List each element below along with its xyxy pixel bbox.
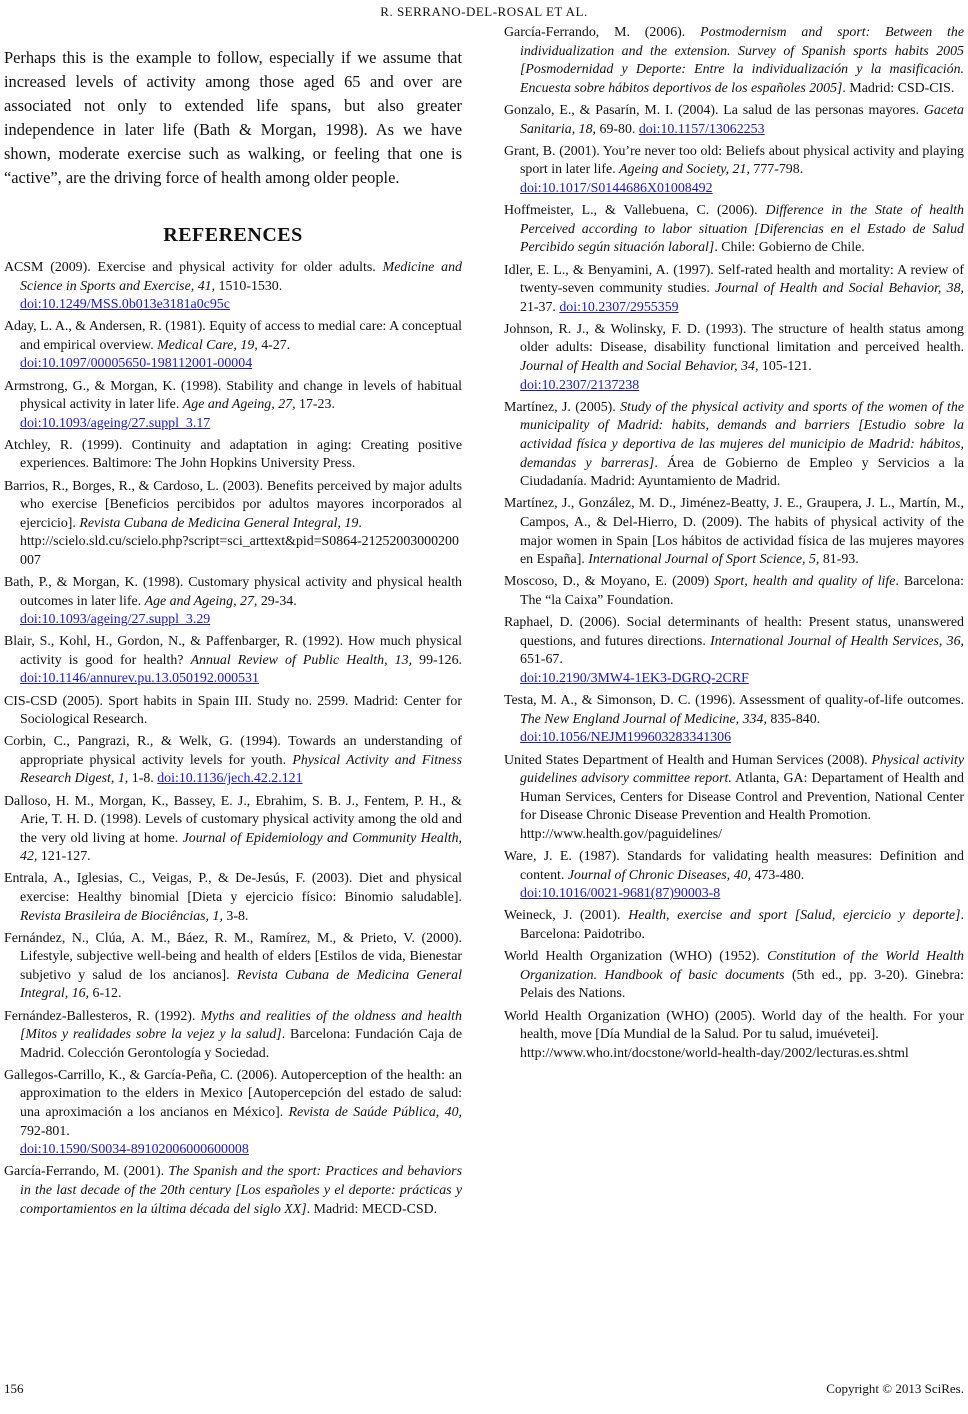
reference-text: 777-798. <box>749 162 804 178</box>
reference-text: . <box>358 515 362 531</box>
reference-entry <box>504 399 964 492</box>
reference-text: 1-8. <box>128 771 158 787</box>
reference-text: 651-67. <box>520 652 563 668</box>
reference-text: 1510-1530. <box>215 278 283 294</box>
left-reference-list <box>4 259 462 1219</box>
reference-entry <box>504 948 964 1004</box>
doi-link[interactable]: doi:10.2307/2955359 <box>559 299 679 315</box>
reference-text: . Barcelona: Paidotribo. <box>520 908 964 943</box>
reference-entry <box>504 848 964 904</box>
reference-entry <box>4 693 462 730</box>
reference-text: García-Ferrando, M. (2001). <box>4 1164 169 1180</box>
reference-text: 105-121. <box>758 359 812 375</box>
reference-entry <box>504 102 964 139</box>
doi-link[interactable]: doi:10.1016/0021-9681(87)90003-8 <box>520 886 721 902</box>
intro-paragraph: Perhaps this is the example to follow, especially if we assume that increased levels of activity among those aged 65 and over are associated not only to extended life spans, but also greater independence in later life (Bath & Morgan, 1998). As we have shown, moderate exercise such as walking, or feeling that one is “active”, are the driving force of health among older people. <box>4 48 462 187</box>
page-number: 156 <box>4 1381 24 1396</box>
reference-text: World Health Organization (WHO) (2005). World day of the health. For your health, move [Día Mundial de la Salud. Por tu salud, imuévetei]. <box>504 1008 964 1043</box>
reference-text: . Chile: Gobierno de Chile. <box>714 240 865 256</box>
reference-source-title: International Journal of Sport Science, 5, <box>588 552 820 568</box>
reference-source-title: Revista Brasileira de Biociências, 1, <box>20 908 223 924</box>
reference-text: Weineck, J. (2001). <box>504 908 629 924</box>
reference-source-title: Annual Review of Public Health, 13, <box>190 652 413 668</box>
reference-text: Martínez, J. (2005). <box>504 399 621 415</box>
reference-text: ACSM (2009). Exercise and physical activity for older adults. <box>4 260 383 275</box>
reference-text: Aday, L. A., & Andersen, R. (1981). Equity of access to medial care: A conceptual and empirical overview. <box>4 319 462 353</box>
reference-text: CIS-CSD (2005). Sport habits in Spain III. Study no. 2599. Madrid: Center for Sociological Research. <box>4 693 462 728</box>
doi-link[interactable]: doi:10.1097/00005650-198112001-00004 <box>20 356 253 372</box>
reference-entry <box>504 614 964 688</box>
doi-link[interactable]: doi:10.1249/MSS.0b013e3181a0c95c <box>20 297 230 313</box>
reference-entry <box>4 1067 462 1160</box>
reference-entry <box>4 733 462 789</box>
reference-entry <box>4 437 462 474</box>
reference-source-title: Sport, health and quality of life <box>714 574 896 590</box>
doi-link[interactable]: doi:10.2190/3MW4-1EK3-DGRQ-2CRF <box>520 670 749 686</box>
reference-entry <box>4 478 462 571</box>
reference-source-title: Journal of Health and Social Behavior, 34, <box>520 359 759 375</box>
doi-link[interactable]: doi:10.1056/NEJM199603283341306 <box>520 730 732 746</box>
reference-source-title: Constitution of the World Health Organization. Handbook of basic documents <box>520 949 964 983</box>
doi-link[interactable]: doi:10.1017/S0144686X01008492 <box>520 180 713 196</box>
reference-source-title: Gaceta Sanitaria, 18, <box>520 102 964 137</box>
reference-entry <box>4 318 462 374</box>
reference-source-title: Physical Activity and Fitness Research Digest, 1, <box>20 752 462 787</box>
reference-entry <box>504 1008 964 1064</box>
reference-source-title: Journal of Chronic Diseases, 40, <box>567 867 751 883</box>
doi-link[interactable]: doi:10.1157/13062253 <box>638 121 765 137</box>
reference-text: Raphael, D. (2006). Social determinants of health: Present status, unanswered questions, and futures directions. <box>504 615 964 649</box>
reference-text: Moscoso, D., & Moyano, E. (2009) <box>504 574 715 590</box>
reference-entry <box>504 202 964 258</box>
reference-source-title: The New England Journal of Medicine, 334, <box>520 711 767 727</box>
reference-text: 21-37. <box>520 299 560 315</box>
reference-source-title: Myths and realities of the oldness and health [Mitos y realidades sobre la vejez y la salud] <box>20 1008 462 1043</box>
reference-entry <box>4 633 462 689</box>
reference-source-title: Difference in the State of health Perceived according to labor situation [Diferencias en el Estado de Salud Percibido según situación laboral] <box>520 203 964 256</box>
reference-text: United States Department of Health and Human Services (2008). <box>504 752 872 768</box>
reference-text: 3-8. <box>222 908 249 924</box>
reference-text: . Área de Gobierno de Empleo y Servicios a la Ciudadanía. Madrid: Ayuntamiento de Madrid. <box>520 455 964 490</box>
reference-url[interactable]: http://www.health.gov/paguidelines/ <box>520 826 723 842</box>
reference-text: Grant, B. (2001). You’re never too old: Beliefs about physical activity and playing sport in later life. <box>504 143 964 178</box>
reference-url[interactable]: http://scielo.sld.cu/scielo.php?script=sci_arttext&pid=S0864-21252003000200007 <box>20 534 459 568</box>
reference-source-title: Study of the physical activity and sports of the women of the municipality of Madrid: habits, demands and barriers [Estudio sobre la actividad física y deportiva de las mujeres del municipio de Madrid: hábitos, demandas y barreras] <box>520 399 964 471</box>
reference-source-title: The Spanish and the sport: Practices and behaviors in the last decade of the 20th century [Los españoles y el deporte: prácticas y comportamientos en la última década del siglo XX] <box>20 1164 462 1217</box>
reference-text: Bath, P., & Morgan, K. (1998). Customary physical activity and physical health outcomes in later life. <box>4 575 462 609</box>
reference-entry <box>504 752 964 845</box>
right-reference-list <box>504 24 964 1063</box>
references-heading: REFERENCES <box>163 224 303 246</box>
reference-source-title: Revista Cubana de Medicina General Integral, 19 <box>79 515 359 531</box>
reference-text: Atchley, R. (1999). Continuity and adaptation in aging: Creating positive experiences. Baltimore: The John Hopkins University Press. <box>4 437 462 472</box>
reference-text: Atlanta, GA: Departament of Health and Human Services, Centers for Disease Control and Prevention, National Center for Disease Chronic Disease Prevention and Health Promotion. <box>520 771 965 824</box>
reference-text: Testa, M. A., & Simonson, D. C. (1996). Assessment of quality-of-life outcomes. <box>504 693 964 709</box>
reference-text: 99-126. <box>412 652 462 668</box>
reference-text: . Barcelona: Fundación Caja de Madrid. Colección Gerontología y Sociedad. <box>20 1027 463 1061</box>
reference-text: . Madrid: MECD-CSD. <box>306 1201 438 1217</box>
reference-text: Dalloso, H. M., Morgan, K., Bassey, E. J., Ebrahim, S. B. J., Fentem, P. H., & Arie, T. H. D. (1998). Levels of customary physical activity among the old and the very old living at home. <box>4 793 462 846</box>
reference-entry <box>4 259 462 315</box>
reference-url[interactable]: http://www.who.int/docstone/world-health-day/2002/lecturas.es.shtml <box>520 1045 909 1061</box>
reference-text: Fernández-Ballesteros, R. (1992). <box>4 1008 201 1024</box>
reference-entry <box>504 692 964 748</box>
reference-text: 835-840. <box>766 711 821 727</box>
reference-entry <box>504 907 964 944</box>
reference-text: 6-12. <box>89 986 122 1002</box>
reference-entry <box>504 262 964 318</box>
reference-text: Armstrong, G., & Morgan, K. (1998). Stability and change in levels of habitual physical activity in later life. <box>4 378 462 413</box>
reference-source-title: Revista de Saúde Pública, 40, <box>288 1105 463 1121</box>
reference-text: . Madrid: CSD-CIS. <box>842 80 955 96</box>
reference-text: World Health Organization (WHO) (1952). <box>504 949 768 965</box>
reference-entry <box>4 870 462 926</box>
reference-text: (5th ed., pp. 3-20). Ginebra: Pelais des Nations. <box>520 967 964 1002</box>
reference-entry <box>504 24 964 98</box>
reference-text: 473-480. <box>751 867 805 883</box>
doi-link[interactable]: doi:10.1093/ageing/27.suppl_3.29 <box>20 612 211 628</box>
reference-entry <box>4 793 462 867</box>
reference-source-title: Revista Cubana de Medicina General Integral, 16, <box>20 967 462 1002</box>
reference-text: 69-80. <box>596 121 639 137</box>
running-head: R. SERRANO-DEL-ROSAL ET AL. <box>380 4 588 19</box>
doi-link[interactable]: doi:10.2307/2137238 <box>520 377 640 393</box>
reference-text: Barrios, R., Borges, R., & Cardoso, L. (2003). Benefits perceived by major adults who exercise [Beneficios percibidos por adultos mayores incorporados al ejercicio]. <box>4 478 462 531</box>
reference-source-title: Age and Ageing, 27, <box>144 593 258 609</box>
reference-text: Ware, J. E. (1987). Standards for validating health measures: Definition and content. <box>504 849 964 883</box>
reference-source-title: Postmodernism and sport: Between the individualization and the extension. Survey of Spanish sports habits 2005 [Posmodernidad y Deporte: Entre la individualización y la masificación. Encuesta sobre hábitos deportivos de los españoles 2005] <box>520 25 964 96</box>
reference-text: Blair, S., Kohl, H., Gordon, N., & Paffenbarger, R. (1992). How much physical activity is good for health? <box>4 634 462 668</box>
reference-text: 81-93. <box>819 552 859 568</box>
reference-text: 17-23. <box>295 397 335 413</box>
reference-source-title: Journal of Health and Social Behavior, 38, <box>715 281 964 297</box>
reference-entry <box>4 574 462 630</box>
reference-text: 121-127. <box>37 849 91 865</box>
doi-link[interactable]: doi:10.1136/jech.42.2.121 <box>157 771 303 787</box>
reference-source-title: Medicine and Science in Sports and Exercise, 41, <box>20 260 462 294</box>
reference-text: García-Ferrando, M. (2006). <box>504 25 701 40</box>
reference-text: Gallegos-Carrillo, K., & García-Peña, C. (2006). Autoperception of the health: an approximation to the elders in Mexico [Autopercepción del estado de salud: una aproximación a los ancianos en México]. <box>4 1067 462 1121</box>
reference-source-title: Medical Care, 19, <box>157 337 258 353</box>
reference-text: 792-801. <box>20 1123 70 1139</box>
reference-text: . Barcelona: The “la Caixa” Foundation. <box>520 574 965 608</box>
left-column <box>4 46 462 1223</box>
reference-source-title: Journal of Epidemiology and Community Health, 42, <box>20 830 462 865</box>
reference-text: Entrala, A., Iglesias, C., Veigas, P., & De-Jesús, F. (2003). Diet and physical exercise: Healthy binomial [Dieta y ejercicio físico: Binomio saludable]. <box>4 871 462 905</box>
doi-link[interactable]: doi:10.1146/annurev.pu.13.050192.000531 <box>20 671 259 687</box>
reference-text: Hoffmeister, L., & Vallebuena, C. (2006). <box>504 203 766 219</box>
reference-entry <box>4 1163 462 1219</box>
reference-text: Johnson, R. J., & Wolinsky, F. D. (1993). The structure of health status among older adults: Disease, disability functional limitation and perceived health. <box>504 321 964 356</box>
reference-text: Martínez, J., González, M. D., Jiménez-Beatty, J. E., Graupera, J. L., Martín, M., Campos, A., & Del-Hierro, D. (2009). The habits of physical activity of the major women in Spain [Los hábitos de actividad física de las mujeres mayores en España]. <box>504 496 964 568</box>
right-column <box>504 24 964 1067</box>
doi-link[interactable]: doi:10.1590/S0034-89102006000600008 <box>20 1142 249 1158</box>
reference-entry <box>504 143 964 199</box>
reference-entry <box>4 378 462 434</box>
reference-text: Gonzalo, E., & Pasarín, M. I. (2004). La salud de las personas mayores. <box>504 102 924 118</box>
reference-entry <box>4 1008 462 1064</box>
copyright-notice: Copyright © 2013 SciRes. <box>826 1381 964 1396</box>
reference-entry <box>4 930 462 1004</box>
reference-entry <box>504 495 964 569</box>
reference-source-title: Age and Ageing, 27, <box>182 397 296 413</box>
reference-source-title: Physical activity guidelines advisory committee report. <box>520 752 964 787</box>
reference-text: 29-34. <box>257 593 297 609</box>
doi-link[interactable]: doi:10.1093/ageing/27.suppl_3.17 <box>20 415 211 431</box>
reference-text: Fernández, N., Clúa, A. M., Báez, R. M., Ramírez, M., & Prieto, V. (2000). Lifestyle, subjective well-being and health of elders [Estilos de vida, Bienestar subjetivo y salud de los ancianos]. <box>4 930 462 983</box>
reference-entry <box>504 321 964 395</box>
reference-text: Idler, E. L., & Benyamini, A. (1997). Self-rated health and mortality: A review of twenty-seven community studies. <box>504 262 964 297</box>
reference-text: 4-27. <box>257 337 291 353</box>
reference-entry <box>504 573 964 610</box>
reference-source-title: Health, exercise and sport [Salud, ejercicio y deporte] <box>628 908 961 924</box>
reference-source-title: Ageing and Society, 21, <box>619 162 750 178</box>
reference-source-title: International Journal of Health Services, 36, <box>710 633 965 649</box>
reference-text: Corbin, C., Pangrazi, R., & Welk, G. (1994). Towards an understanding of appropriate physical activity levels for youth. <box>4 734 462 768</box>
